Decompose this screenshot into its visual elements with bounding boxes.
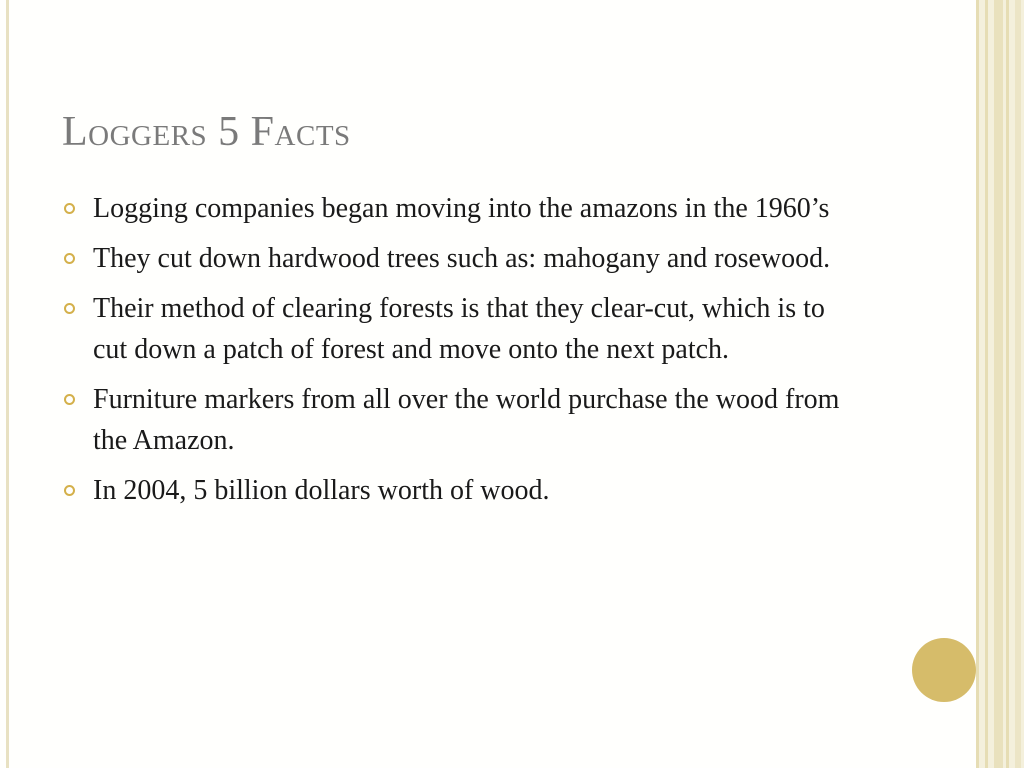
stripe <box>1006 0 1009 768</box>
stripe <box>976 0 979 768</box>
bullet-circle-icon <box>64 394 75 405</box>
bullet-text: Logging companies began moving into the amazons in the 1960’s <box>93 193 830 224</box>
stripe <box>994 0 1003 768</box>
right-stripe-decoration <box>976 0 1024 768</box>
left-border-decoration <box>6 0 9 768</box>
bullet-circle-icon <box>64 203 75 214</box>
bullet-circle-icon <box>64 303 75 314</box>
bullet-item <box>64 238 854 279</box>
bullet-circle-icon <box>64 253 75 264</box>
bullet-text: In 2004, 5 billion dollars worth of wood. <box>93 475 550 506</box>
bullet-item <box>64 379 854 461</box>
bullet-text: Furniture markers from all over the world purchase the wood from the Amazon. <box>93 384 840 456</box>
bullet-item <box>64 470 854 511</box>
stripe <box>1015 0 1021 768</box>
bullet-circle-icon <box>64 485 75 496</box>
bullet-list <box>64 188 854 520</box>
bullet-item <box>64 188 854 229</box>
stripe <box>985 0 988 768</box>
slide-title: Loggers 5 Facts <box>62 109 351 155</box>
bullet-item <box>64 288 854 370</box>
decorative-circle <box>912 638 976 702</box>
bullet-text: They cut down hardwood trees such as: mahogany and rosewood. <box>93 243 831 274</box>
bullet-text: Their method of clearing forests is that they clear-cut, which is to cut down a patch of forest and move onto the next patch. <box>93 293 825 365</box>
